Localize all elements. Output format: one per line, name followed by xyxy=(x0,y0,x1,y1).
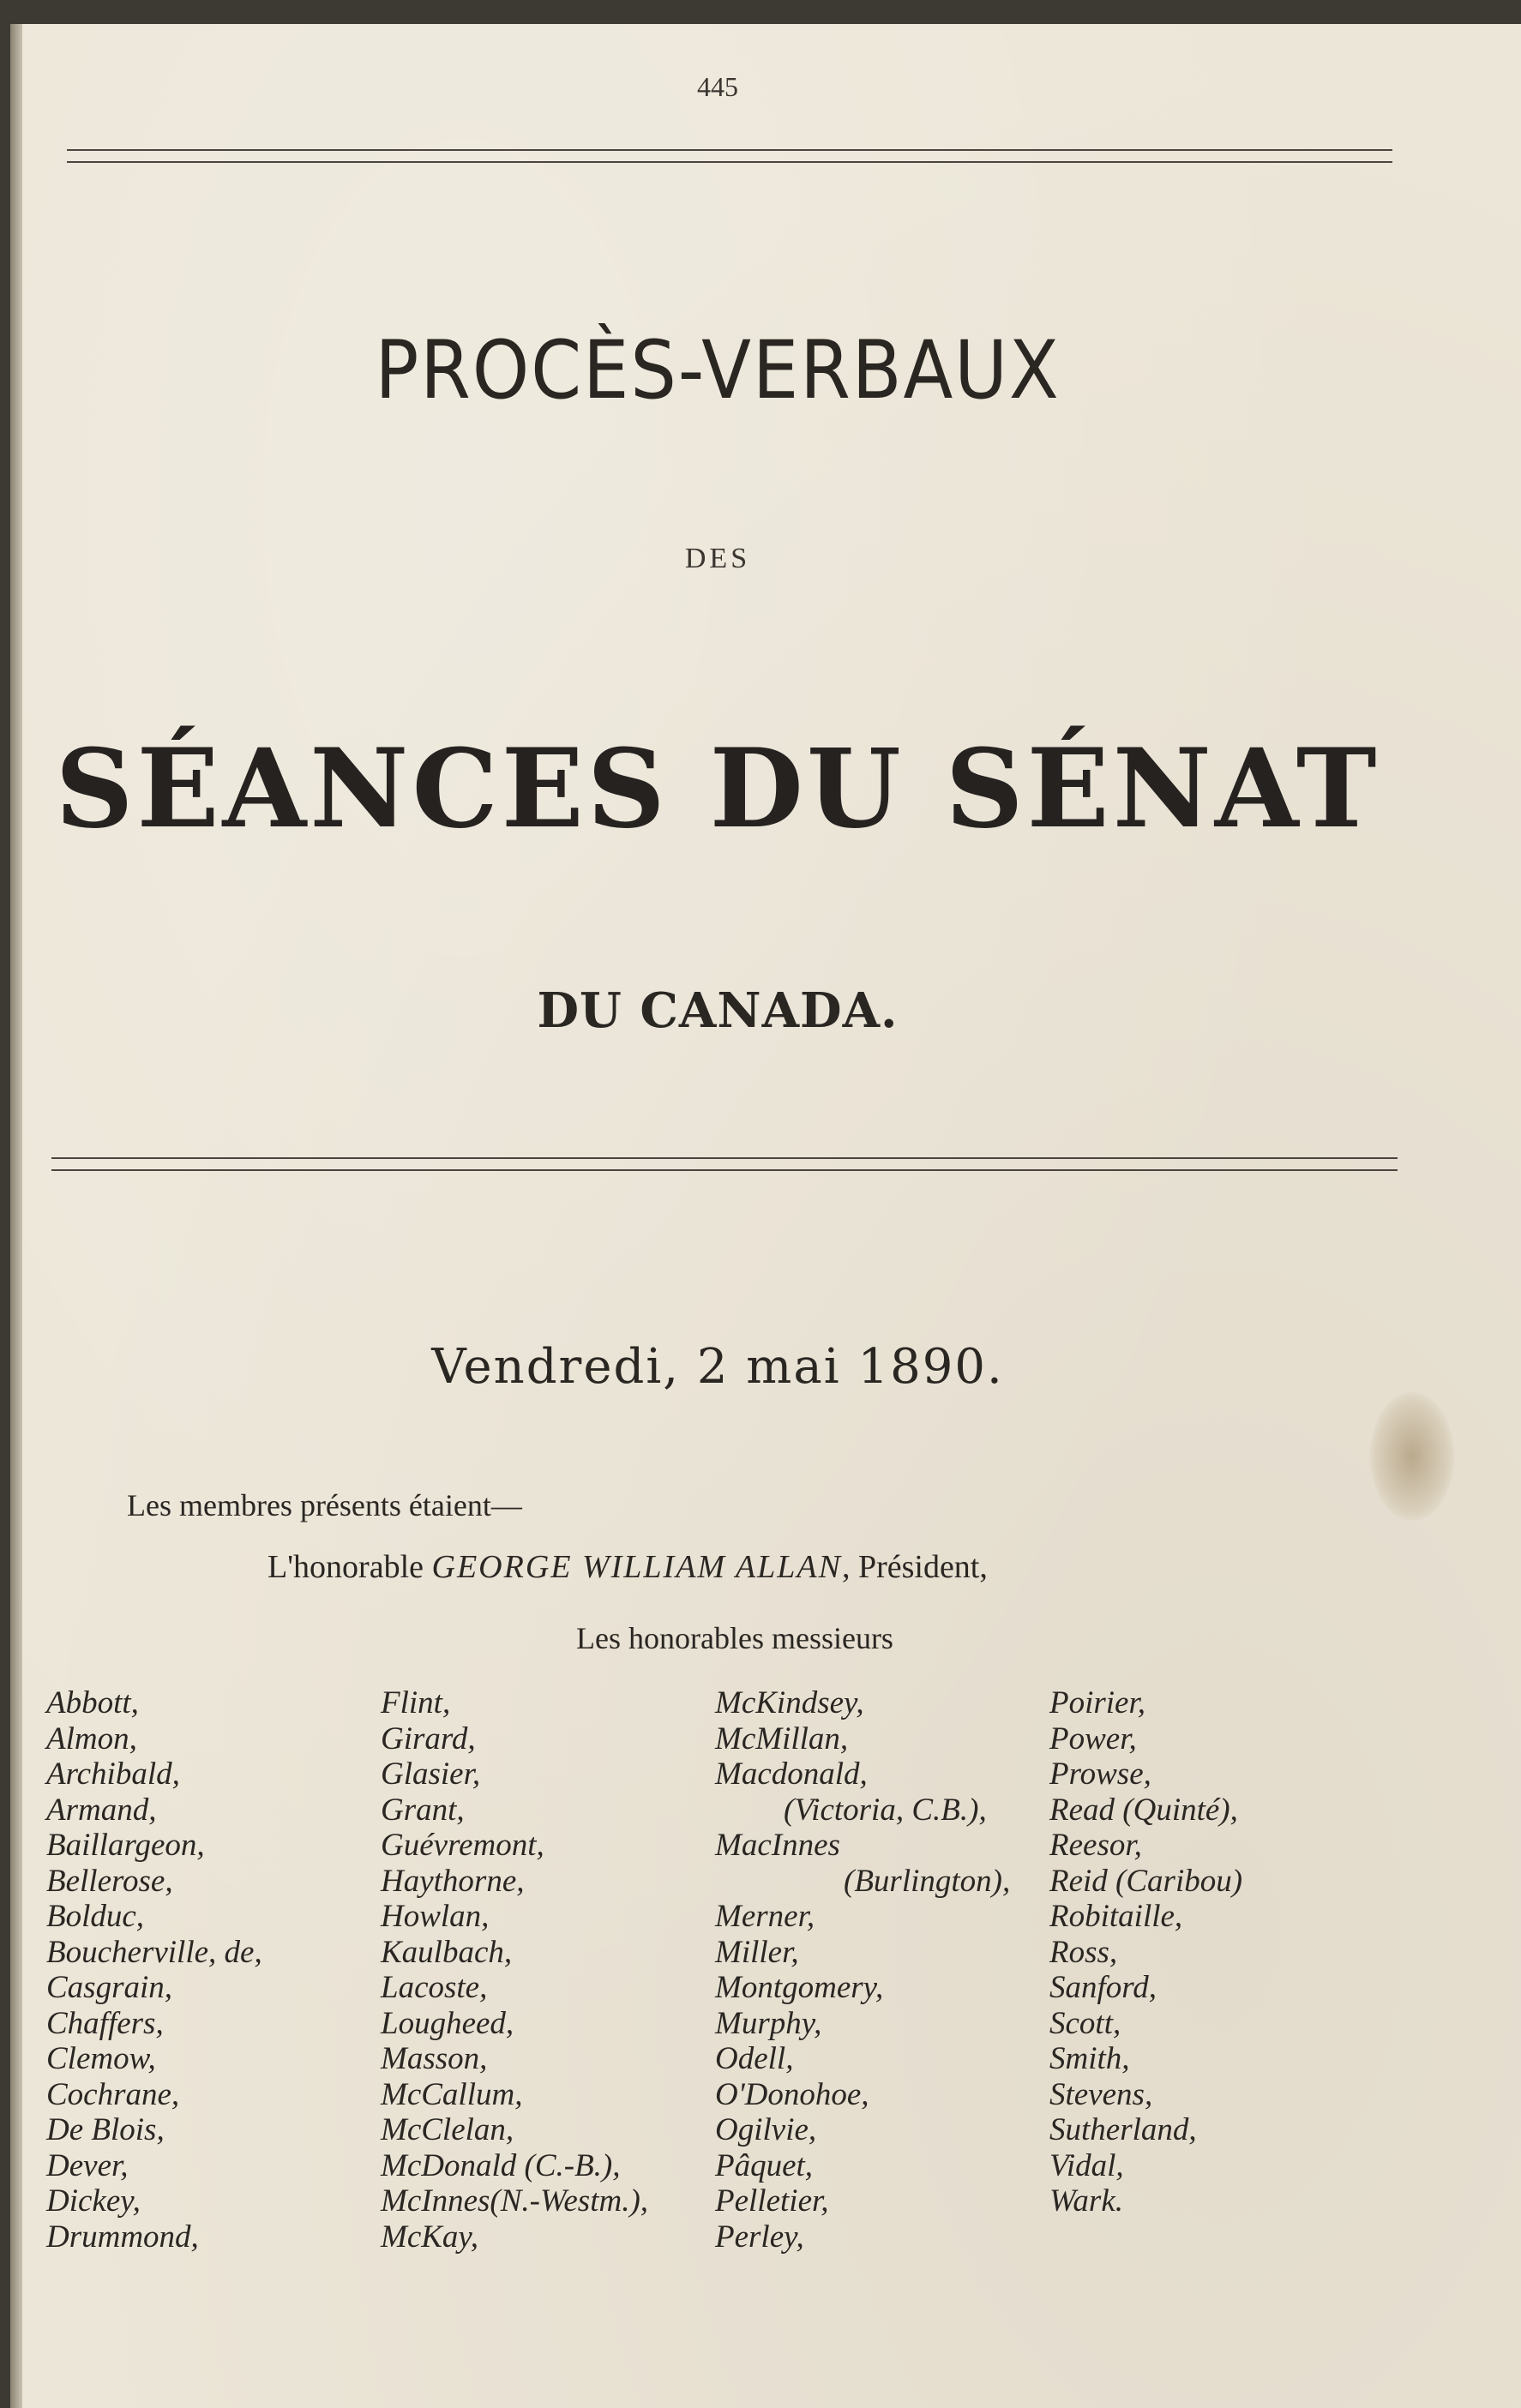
title-seances-du-senat: SÉANCES DU SÉNAT xyxy=(55,725,1380,852)
senator-name: Girard, xyxy=(381,1720,476,1756)
president-line xyxy=(268,1548,988,1586)
senator-name: Casgrain, xyxy=(46,1970,173,2005)
sitting-date: Vendredi, 2 mai 1890. xyxy=(431,1339,1004,1395)
senator-name: Guévremont, xyxy=(381,1828,544,1863)
senator-name: Archibald, xyxy=(46,1756,180,1792)
senator-name: Clemow, xyxy=(46,2041,156,2076)
president-name: GEORGE WILLIAM ALLAN xyxy=(431,1549,842,1585)
senator-name: Read (Quinté), xyxy=(1049,1792,1238,1828)
president-prefix: L'honorable xyxy=(268,1549,424,1585)
senator-name: Pâquet, xyxy=(715,2147,814,2183)
senator-column-2 xyxy=(381,1685,648,2255)
senator-name: Robitaille, xyxy=(1049,1899,1183,1934)
senator-column-1 xyxy=(46,1685,262,2255)
senator-name: Kaulbach, xyxy=(381,1934,513,1970)
senator-name: Drummond, xyxy=(46,2219,199,2255)
senator-name: Vidal, xyxy=(1049,2147,1124,2183)
senator-name: Wark. xyxy=(1049,2183,1123,2219)
senator-name: Reesor, xyxy=(1049,1828,1142,1863)
senator-name: Haythorne, xyxy=(381,1863,525,1899)
title-connector: DES xyxy=(684,543,751,574)
senator-name: McKindsey, xyxy=(715,1685,864,1720)
senator-name: Sanford, xyxy=(1049,1970,1157,2005)
senator-name: Grant, xyxy=(381,1792,465,1828)
senator-name: Montgomery, xyxy=(715,1970,884,2005)
title-proces-verbaux: PROCÈS-VERBAUX xyxy=(375,324,1061,417)
senator-name: Odell, xyxy=(715,2041,794,2076)
binding-gutter xyxy=(10,24,22,2408)
senator-name: Lacoste, xyxy=(381,1970,488,2005)
senator-name: Scott, xyxy=(1049,2005,1121,2041)
senator-name: Howlan, xyxy=(381,1899,490,1934)
document-page xyxy=(10,24,1521,2408)
senator-name: Almon, xyxy=(46,1720,137,1756)
members-intro: Les membres présents étaient— xyxy=(127,1488,522,1522)
senator-name: Cochrane, xyxy=(46,2076,180,2112)
senator-name: Perley, xyxy=(715,2219,804,2255)
senator-riding: (Victoria, C.B.), xyxy=(784,1792,987,1828)
senator-name: Ogilvie, xyxy=(715,2112,817,2147)
senator-name: Macdonald, xyxy=(715,1756,868,1792)
section-rule xyxy=(51,1157,1398,1159)
senator-name: Stevens, xyxy=(1049,2076,1153,2112)
title-du-canada: DU CANADA. xyxy=(537,982,899,1039)
senator-name: Boucherville, de, xyxy=(46,1934,262,1970)
top-rule xyxy=(67,149,1392,151)
senator-name: Glasier, xyxy=(381,1756,481,1792)
president-suffix: , Président, xyxy=(841,1549,988,1585)
senator-name: Baillargeon, xyxy=(46,1828,205,1863)
senator-name: Poirier, xyxy=(1049,1685,1146,1720)
senator-name: Power, xyxy=(1049,1720,1137,1756)
senator-name: Reid (Caribou) xyxy=(1049,1863,1243,1899)
senator-name: McClelan, xyxy=(381,2112,514,2147)
senator-name: Masson, xyxy=(381,2041,488,2076)
senator-name: De Blois, xyxy=(46,2112,165,2147)
senator-name: Bellerose, xyxy=(46,1863,173,1899)
top-rule xyxy=(67,161,1392,163)
paper-stain xyxy=(1370,1392,1454,1521)
senator-name: McKay, xyxy=(381,2219,479,2255)
senator-riding: (Burlington), xyxy=(844,1863,1011,1899)
senator-name: Abbott, xyxy=(46,1685,139,1720)
senator-name: Dever, xyxy=(46,2147,129,2183)
senator-name: Prowse, xyxy=(1049,1756,1151,1792)
senator-name: Merner, xyxy=(715,1899,815,1934)
senator-name: McCallum, xyxy=(381,2076,523,2112)
senator-name: McInnes(N.-Westm.), xyxy=(381,2183,649,2219)
senator-name: Dickey, xyxy=(46,2183,141,2219)
senator-name: Sutherland, xyxy=(1049,2112,1197,2147)
senator-name: Armand, xyxy=(46,1792,157,1828)
honorables-heading: Les honorables messieurs xyxy=(576,1621,893,1655)
senator-name: McDonald (C.-B.), xyxy=(381,2147,621,2183)
senator-column-4 xyxy=(1049,1685,1242,2219)
senator-name: MacInnes xyxy=(715,1828,840,1863)
senator-name: Chaffers, xyxy=(46,2005,164,2041)
senator-name: Lougheed, xyxy=(381,2005,514,2041)
senator-name: O'Donohoe, xyxy=(715,2076,869,2112)
senator-name: Bolduc, xyxy=(46,1899,145,1934)
page-number: 445 xyxy=(697,71,738,102)
section-rule xyxy=(51,1169,1398,1171)
senator-name: Pelletier, xyxy=(715,2183,829,2219)
senator-name: Ross, xyxy=(1049,1934,1118,1970)
senator-name: Smith, xyxy=(1049,2041,1130,2076)
senator-name: Flint, xyxy=(381,1685,451,1720)
senator-name: McMillan, xyxy=(715,1720,849,1756)
senator-name: Murphy, xyxy=(715,2005,822,2041)
senator-name: Miller, xyxy=(715,1934,799,1970)
senator-column-3 xyxy=(715,1685,1010,2255)
